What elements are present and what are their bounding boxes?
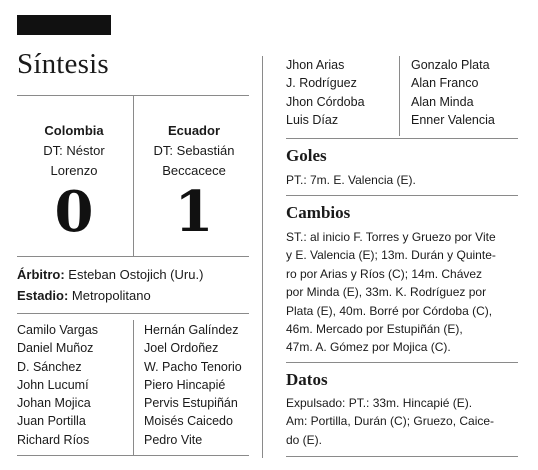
- team-away-coach-line1: DT: Sebastián: [153, 143, 235, 158]
- team-home: [18, 121, 130, 181]
- player-name: Joel Ordoñez: [144, 341, 219, 356]
- referee-value: Esteban Ostojich (Uru.): [68, 267, 204, 282]
- datos-bottom-rule: [286, 456, 518, 457]
- score-away: 1: [174, 179, 214, 245]
- cambios-line: 46m. Mercado por Estupiñán (E),: [286, 322, 463, 337]
- team-home-coach-line1: DT: Néstor: [43, 143, 105, 158]
- page-title: Síntesis: [17, 48, 109, 80]
- player-name: D. Sánchez: [17, 359, 82, 374]
- player-name: Pervis Estupiñán: [144, 396, 238, 411]
- player-name: Juan Portilla: [17, 414, 86, 429]
- lineup-ecuador-part2: [411, 56, 495, 129]
- lineups-end-rule: [286, 138, 518, 139]
- player-name: John Lucumí: [17, 377, 89, 392]
- goles-heading: Goles: [286, 146, 327, 165]
- lineups-continued-divider: [399, 56, 400, 136]
- lineups-bottom-rule: [17, 455, 249, 456]
- stadium-value: Metropolitano: [71, 288, 151, 303]
- stadium-line: [17, 286, 151, 306]
- team-away-coach-line2: Beccacece: [162, 163, 226, 178]
- lineups-divider: [133, 320, 134, 456]
- cambios-heading: Cambios: [286, 203, 351, 222]
- score-divider: [17, 256, 249, 257]
- cambios-line: ST.: al inicio F. Torres y Gruezo por Vite: [286, 230, 496, 244]
- player-name: Daniel Muñoz: [17, 341, 94, 356]
- goles-divider: [286, 195, 518, 196]
- team-away: [138, 121, 250, 181]
- player-name: Alan Franco: [411, 76, 479, 91]
- referee-label: Árbitro:: [17, 267, 65, 282]
- referee-line: [17, 265, 203, 285]
- cambios-line: Plata (E), 40m. Borré por Córdoba (C),: [286, 303, 493, 318]
- cambios-divider: [286, 362, 518, 363]
- player-name: Camilo Vargas: [17, 323, 99, 337]
- player-name: Jhon Córdoba: [286, 94, 365, 109]
- goles-body: [286, 171, 526, 189]
- stadium-label: Estadio:: [17, 288, 69, 303]
- lineup-ecuador-part1: [144, 321, 242, 449]
- section-marker-bar: [17, 15, 111, 35]
- officials-divider: [17, 313, 249, 314]
- datos-line: Am: Portilla, Durán (C); Gruezo, Caice-: [286, 414, 495, 429]
- cambios-line: por Minda (E), 33m. K. Rodríguez por: [286, 285, 487, 300]
- column-divider: [262, 56, 263, 458]
- datos-line: Expulsado: PT.: 33m. Hincapié (E).: [286, 396, 473, 410]
- player-name: Enner Valencia: [411, 112, 495, 127]
- lineup-colombia-part2: [286, 56, 365, 129]
- goles-line: PT.: 7m. E. Valencia (E).: [286, 173, 416, 187]
- player-name: Moisés Caicedo: [144, 414, 233, 429]
- teams-divider: [133, 95, 134, 256]
- team-away-name: Ecuador: [167, 123, 220, 138]
- player-name: Luis Díaz: [286, 112, 339, 127]
- player-name: Jhon Arias: [286, 58, 345, 72]
- datos-heading: Datos: [286, 370, 328, 389]
- player-name: W. Pacho Tenorio: [144, 359, 242, 374]
- datos-line: do (E).: [286, 432, 323, 447]
- lineup-colombia-part1: [17, 321, 98, 449]
- score-home: 0: [54, 179, 94, 245]
- player-name: Gonzalo Plata: [411, 58, 490, 72]
- player-name: Johan Mojica: [17, 396, 91, 411]
- player-name: Hernán Galíndez: [144, 323, 239, 337]
- datos-body: [286, 394, 526, 449]
- cambios-line: y E. Valencia (E); 13m. Durán y Quinte-: [286, 248, 496, 263]
- cambios-line: 47m. A. Gómez por Mojica (C).: [286, 340, 451, 355]
- player-name: Richard Ríos: [17, 432, 90, 447]
- player-name: Piero Hincapié: [144, 377, 226, 392]
- team-home-name: Colombia: [44, 123, 104, 138]
- player-name: Alan Minda: [411, 94, 474, 109]
- player-name: J. Rodríguez: [286, 76, 357, 91]
- team-home-coach-line2: Lorenzo: [50, 163, 98, 178]
- player-name: Pedro Vite: [144, 432, 203, 447]
- cambios-body: [286, 228, 526, 357]
- cambios-line: ro por Arias y Ríos (C); 14m. Chávez: [286, 266, 483, 281]
